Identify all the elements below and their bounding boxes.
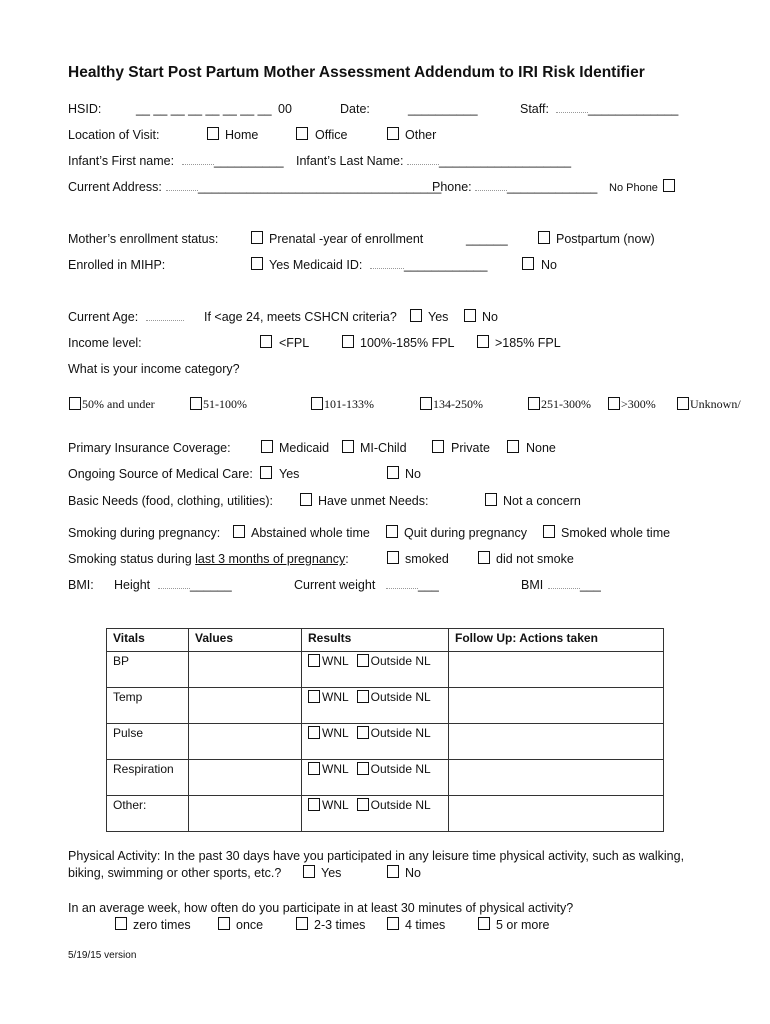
quit-checkbox[interactable] <box>386 525 398 538</box>
followup-cell[interactable] <box>449 688 664 724</box>
vital-result-cell <box>302 652 449 688</box>
vital-value-cell[interactable] <box>189 652 302 688</box>
smoked-whole-label: Smoked whole time <box>561 526 671 540</box>
medical-source-yes-label: Yes <box>279 467 300 481</box>
weight-field[interactable]: ___ <box>386 578 439 592</box>
income-cat-label-2: 51-100% <box>203 397 247 411</box>
version-footer: 5/19/15 version <box>68 950 137 961</box>
not-concern-label: Not a concern <box>503 494 581 508</box>
medicaid-id-field[interactable]: ____________ <box>370 258 487 272</box>
table-row <box>107 724 664 760</box>
insurance-medicaid-checkbox[interactable] <box>261 440 273 453</box>
location-home-label: Home <box>225 128 259 142</box>
outside-nl-checkbox[interactable] <box>357 726 369 739</box>
hsid-label: HSID: <box>68 102 102 116</box>
income-cat-checkbox-3[interactable] <box>311 397 323 410</box>
wnl-label: WNL <box>322 654 349 668</box>
date-field[interactable]: __________ <box>408 102 478 116</box>
vital-value-cell[interactable] <box>189 688 302 724</box>
location-home-checkbox[interactable] <box>207 127 219 140</box>
vital-result-cell <box>302 688 449 724</box>
physical-activity-line2: biking, swimming or other sports, etc.? <box>68 866 282 880</box>
vital-name: Respiration <box>107 760 189 796</box>
vital-result-cell <box>302 724 449 760</box>
phone-label: Phone: <box>432 180 472 194</box>
insurance-none-label: None <box>526 441 556 455</box>
results-header: Results <box>302 629 449 652</box>
outside-nl-label: Outside NL <box>370 798 431 812</box>
cshcn-question: If <age 24, meets CSHCN criteria? <box>204 310 397 324</box>
followup-cell[interactable] <box>449 760 664 796</box>
income-cat-checkbox-1[interactable] <box>69 397 81 410</box>
form-title: Healthy Start Post Partum Mother Assessment Addendum to IRI Risk Identifier <box>68 64 645 81</box>
income-cat-label-4: 134-250% <box>433 397 483 411</box>
weekly-zero-checkbox[interactable] <box>115 917 127 930</box>
weekly-once-label: once <box>236 918 264 932</box>
income-mid-checkbox[interactable] <box>342 335 354 348</box>
postpartum-label: Postpartum (now) <box>556 232 655 246</box>
address-field[interactable]: ___________________________________ <box>166 180 441 194</box>
abstained-label: Abstained whole time <box>251 526 370 540</box>
staff-label: Staff: <box>520 102 549 116</box>
physical-yes-label: Yes <box>321 866 342 880</box>
basic-needs-label: Basic Needs (food, clothing, utilities): <box>68 494 273 508</box>
hsid-field[interactable]: __ __ __ __ __ __ __ __ <box>136 102 272 116</box>
vitals-header: Vitals <box>107 629 189 652</box>
insurance-medicaid-label: Medicaid <box>279 441 330 455</box>
income-cat-label-3: 101-133% <box>324 397 374 411</box>
insurance-none-checkbox[interactable] <box>507 440 519 453</box>
income-cat-label-7: Unknown/ <box>690 397 741 411</box>
smoking-status-label: Smoking status during last 3 months of pregnancy: <box>68 552 349 566</box>
smoked-whole-checkbox[interactable] <box>543 525 555 538</box>
weekly-once-checkbox[interactable] <box>218 917 230 930</box>
enrollment-year-field[interactable]: ______ <box>466 232 508 246</box>
income-fpl-label: <FPL <box>279 336 310 350</box>
mihp-label: Enrolled in MIHP: <box>68 258 166 272</box>
mihp-yes-checkbox[interactable] <box>251 257 263 270</box>
vital-name: BP <box>107 652 189 688</box>
outside-nl-label: Outside NL <box>370 690 431 704</box>
unmet-needs-label: Have unmet Needs: <box>318 494 429 508</box>
outside-nl-checkbox[interactable] <box>357 798 369 811</box>
smoking-preg-label: Smoking during pregnancy: <box>68 526 221 540</box>
weekly-two-three-label: 2-3 times <box>314 918 366 932</box>
infant-last-label: Infant’s Last Name: <box>296 154 404 168</box>
wnl-label: WNL <box>322 798 349 812</box>
age-label: Current Age: <box>68 310 139 324</box>
weekly-five-checkbox[interactable] <box>478 917 490 930</box>
bmi-field[interactable]: ___ <box>548 578 601 592</box>
status-did-not-checkbox[interactable] <box>478 551 490 564</box>
abstained-checkbox[interactable] <box>233 525 245 538</box>
income-high-checkbox[interactable] <box>477 335 489 348</box>
bmi-row-label: BMI: <box>68 578 94 592</box>
medical-source-label: Ongoing Source of Medical Care: <box>68 467 253 481</box>
unmet-needs-checkbox[interactable] <box>300 493 312 506</box>
infant-last-field[interactable]: ___________________ <box>407 154 571 168</box>
vital-result-cell <box>302 796 449 832</box>
medical-source-no-label: No <box>405 467 421 481</box>
wnl-checkbox[interactable] <box>308 762 320 775</box>
weekly-two-three-checkbox[interactable] <box>296 917 308 930</box>
cshcn-yes-checkbox[interactable] <box>410 309 422 322</box>
mihp-no-label: No <box>541 258 557 272</box>
address-label: Current Address: <box>68 180 162 194</box>
staff-field[interactable]: _____________ <box>556 102 678 116</box>
status-did-not-label: did not smoke <box>496 552 574 566</box>
income-category-question: What is your income category? <box>68 362 240 376</box>
bmi-label: BMI <box>521 578 544 592</box>
vital-name: Other: <box>107 796 189 832</box>
income-cat-checkbox-7[interactable] <box>677 397 689 410</box>
income-label: Income level: <box>68 336 142 350</box>
table-row <box>107 796 664 832</box>
insurance-michild-checkbox[interactable] <box>342 440 354 453</box>
location-office-label: Office <box>315 128 348 142</box>
cshcn-yes-label: Yes <box>428 310 449 324</box>
weight-label: Current weight <box>294 578 376 592</box>
medical-source-no-checkbox[interactable] <box>387 466 399 479</box>
no-phone-label: No Phone <box>609 182 658 194</box>
age-field[interactable] <box>146 310 184 324</box>
vital-value-cell[interactable] <box>189 724 302 760</box>
insurance-michild-label: MI-Child <box>360 441 407 455</box>
physical-yes-checkbox[interactable] <box>303 865 315 878</box>
location-label: Location of Visit: <box>68 128 160 142</box>
table-row <box>107 652 664 688</box>
vitals-header-row <box>107 629 664 652</box>
followup-header: Follow Up: Actions taken <box>449 629 664 652</box>
medical-source-yes-checkbox[interactable] <box>260 466 272 479</box>
wnl-checkbox[interactable] <box>308 798 320 811</box>
no-phone-checkbox[interactable] <box>663 179 675 192</box>
cshcn-no-label: No <box>482 310 498 324</box>
mihp-yes-label: Yes Medicaid ID: <box>269 258 363 272</box>
quit-label: Quit during pregnancy <box>404 526 527 540</box>
insurance-private-checkbox[interactable] <box>432 440 444 453</box>
vital-value-cell[interactable] <box>189 760 302 796</box>
not-concern-checkbox[interactable] <box>485 493 497 506</box>
insurance-label: Primary Insurance Coverage: <box>68 441 231 455</box>
vital-value-cell[interactable] <box>189 796 302 832</box>
height-field[interactable]: ______ <box>158 578 232 592</box>
income-fpl-checkbox[interactable] <box>260 335 272 348</box>
physical-activity-line1: Physical Activity: In the past 30 days have you participated in any leisure time physical activity, such as walking, <box>68 849 685 863</box>
prenatal-checkbox[interactable] <box>251 231 263 244</box>
location-office-checkbox[interactable] <box>296 127 308 140</box>
weekly-four-label: 4 times <box>405 918 446 932</box>
enrollment-label: Mother’s enrollment status: <box>68 232 219 246</box>
outside-nl-checkbox[interactable] <box>357 762 369 775</box>
location-other-label: Other <box>405 128 437 142</box>
followup-cell[interactable] <box>449 652 664 688</box>
hsid-suffix: 00 <box>278 102 292 116</box>
wnl-label: WNL <box>322 690 349 704</box>
outside-nl-label: Outside NL <box>370 762 431 776</box>
prenatal-label: Prenatal -year of enrollment <box>269 232 424 246</box>
mihp-no-checkbox[interactable] <box>522 257 534 270</box>
location-other-checkbox[interactable] <box>387 127 399 140</box>
infant-first-field[interactable]: __________ <box>182 154 284 168</box>
weekly-five-label: 5 or more <box>496 918 550 932</box>
wnl-checkbox[interactable] <box>308 690 320 703</box>
followup-cell[interactable] <box>449 724 664 760</box>
cshcn-no-checkbox[interactable] <box>464 309 476 322</box>
physical-no-checkbox[interactable] <box>387 865 399 878</box>
postpartum-checkbox[interactable] <box>538 231 550 244</box>
height-label: Height <box>114 578 151 592</box>
weekly-zero-label: zero times <box>133 918 191 932</box>
vitals-table <box>106 628 664 832</box>
outside-nl-label: Outside NL <box>370 654 431 668</box>
status-smoked-label: smoked <box>405 552 449 566</box>
wnl-checkbox[interactable] <box>308 654 320 667</box>
income-cat-label-1: 50% and under <box>82 397 155 411</box>
table-row <box>107 688 664 724</box>
physical-no-label: No <box>405 866 421 880</box>
outside-nl-checkbox[interactable] <box>357 654 369 667</box>
income-cat-checkbox-2[interactable] <box>190 397 202 410</box>
outside-nl-checkbox[interactable] <box>357 690 369 703</box>
weekly-four-checkbox[interactable] <box>387 917 399 930</box>
weekly-question: In an average week, how often do you participate in at least 30 minutes of physical activity? <box>68 901 574 915</box>
phone-field[interactable]: _____________ <box>475 180 597 194</box>
wnl-label: WNL <box>322 762 349 776</box>
income-cat-label-5: 251-300% <box>541 397 591 411</box>
vital-result-cell <box>302 760 449 796</box>
vital-name: Temp <box>107 688 189 724</box>
income-cat-checkbox-4[interactable] <box>420 397 432 410</box>
income-cat-checkbox-6[interactable] <box>608 397 620 410</box>
wnl-checkbox[interactable] <box>308 726 320 739</box>
wnl-label: WNL <box>322 726 349 740</box>
status-smoked-checkbox[interactable] <box>387 551 399 564</box>
income-cat-label-6: >300% <box>621 397 656 411</box>
outside-nl-label: Outside NL <box>370 726 431 740</box>
vital-name: Pulse <box>107 724 189 760</box>
income-cat-checkbox-5[interactable] <box>528 397 540 410</box>
infant-first-label: Infant’s First name: <box>68 154 175 168</box>
values-header: Values <box>189 629 302 652</box>
insurance-private-label: Private <box>451 441 490 455</box>
table-row <box>107 760 664 796</box>
followup-cell[interactable] <box>449 796 664 832</box>
date-label: Date: <box>340 102 370 116</box>
income-mid-label: 100%-185% FPL <box>360 336 455 350</box>
income-high-label: >185% FPL <box>495 336 561 350</box>
